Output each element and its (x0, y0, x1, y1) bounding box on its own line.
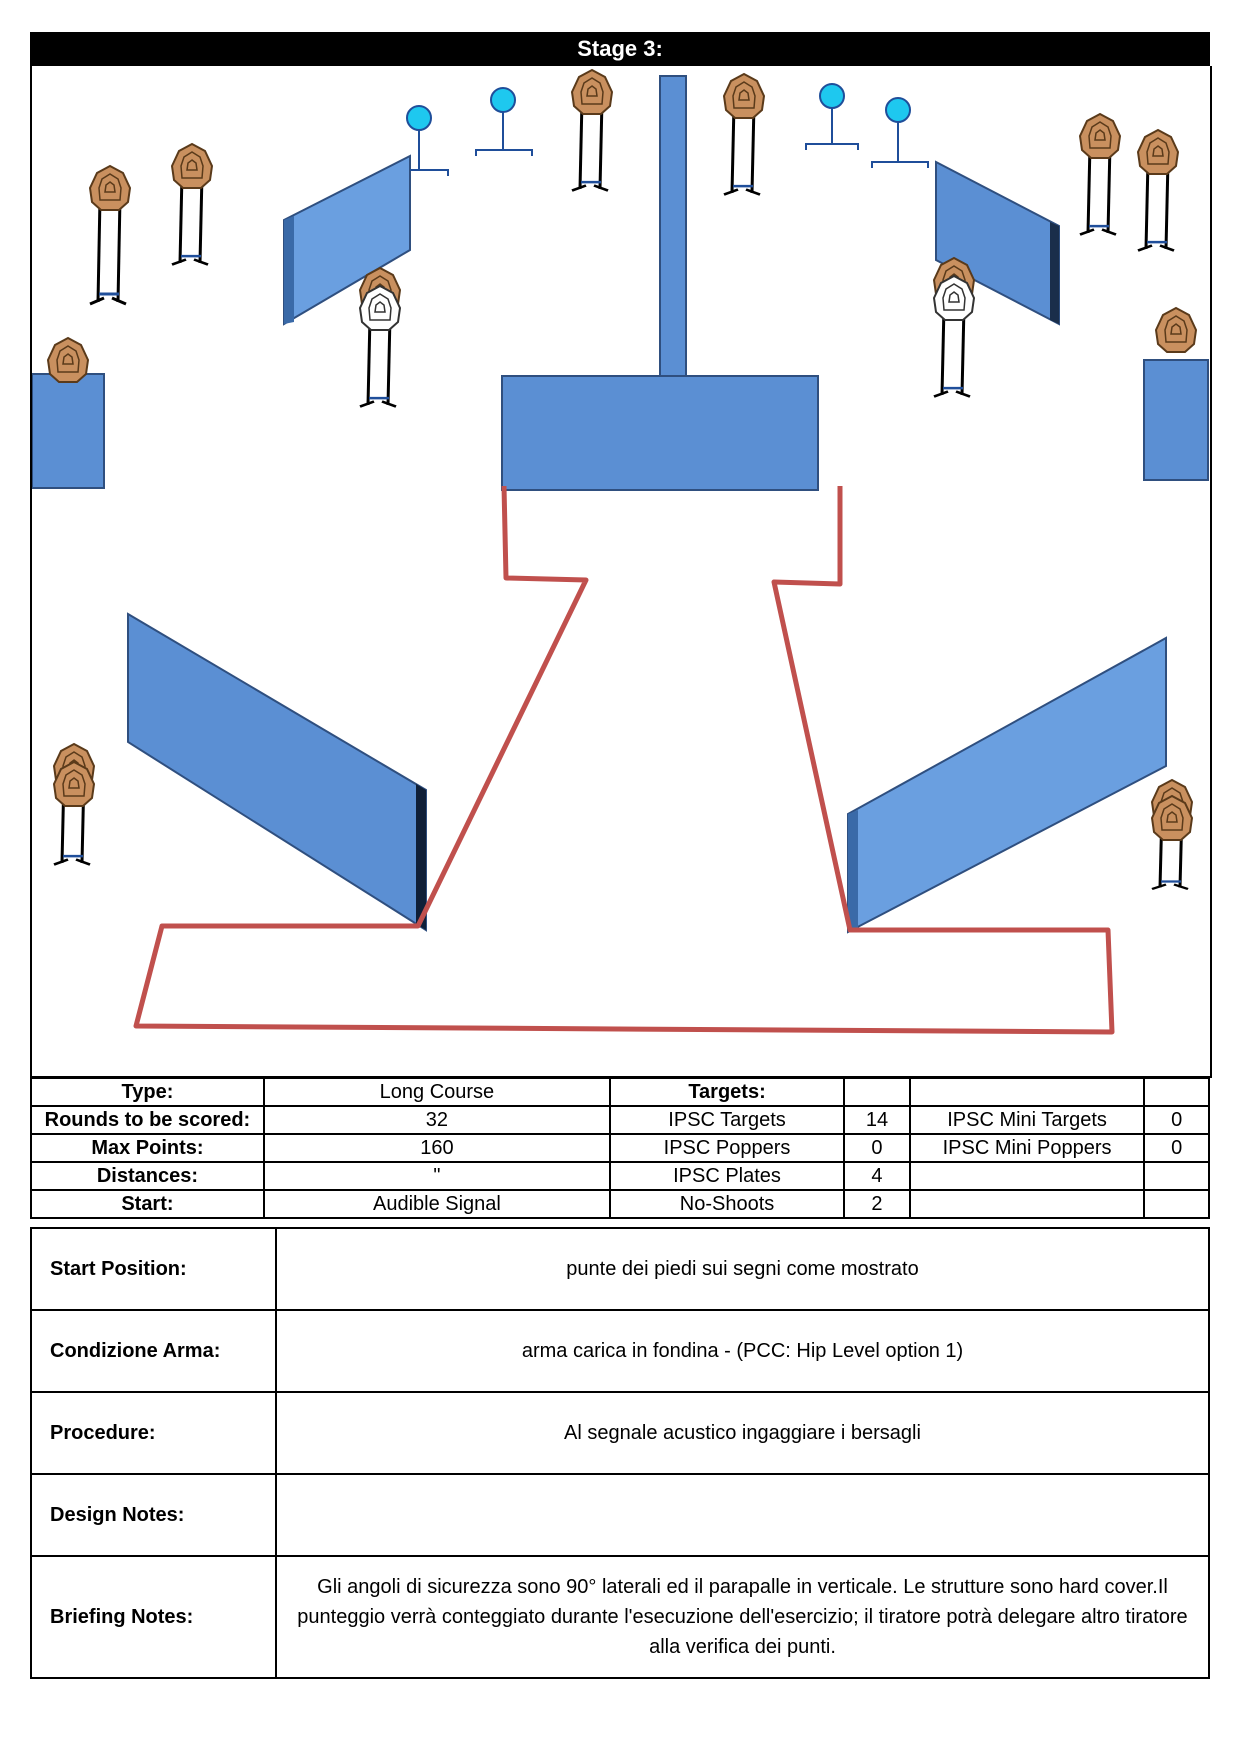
target-name: No-Shoots (610, 1190, 844, 1218)
mini-target-count: 0 (1144, 1106, 1209, 1134)
mini-target-count (1144, 1190, 1209, 1218)
note-value: Al segnale acustico ingaggiare i bersagli (276, 1392, 1209, 1474)
mini-target-name: IPSC Mini Poppers (910, 1134, 1145, 1162)
stage-notes-table (30, 1227, 1210, 1679)
stage-title: Stage 3: (30, 32, 1210, 66)
stage-diagram (30, 66, 1212, 1078)
barricade-wall-icon (32, 76, 1208, 932)
summary-value: Long Course (264, 1078, 610, 1106)
mini-target-name: IPSC Mini Targets (910, 1106, 1145, 1134)
table-row (31, 1310, 1209, 1392)
briefing-notes-text: Gli angoli di sicurezza sono 90° laterali ed il parapalle in verticale. Le strutture sono hard cover.Il punteggio verrà conteggiato durante l'esecuzione dell'esercizio; il tiratore potrà delegare altro tiratore alla verifica dei punti. (276, 1556, 1209, 1678)
target-name: IPSC Targets (610, 1106, 844, 1134)
target-count: 0 (844, 1134, 910, 1162)
summary-value: Audible Signal (264, 1190, 610, 1218)
note-value: arma carica in fondina - (PCC: Hip Level option 1) (276, 1310, 1209, 1392)
summary-label: Distances: (31, 1162, 264, 1190)
mini-target-count (1144, 1078, 1209, 1106)
summary-label: Type: (31, 1078, 264, 1106)
stage-summary-table (30, 1077, 1210, 1219)
mini-target-count: 0 (1144, 1134, 1209, 1162)
table-row (31, 1190, 1209, 1218)
targets-header: Targets: (610, 1078, 844, 1106)
note-label: Procedure: (31, 1392, 276, 1474)
summary-label: Rounds to be scored: (31, 1106, 264, 1134)
table-row (31, 1474, 1209, 1556)
mini-target-name (910, 1162, 1145, 1190)
mini-target-count (1144, 1162, 1209, 1190)
target-count (844, 1078, 910, 1106)
note-value (276, 1474, 1209, 1556)
summary-value: 32 (264, 1106, 610, 1134)
mini-target-name (910, 1078, 1145, 1106)
note-label: Condizione Arma: (31, 1310, 276, 1392)
table-row (31, 1556, 1209, 1678)
table-row (31, 1228, 1209, 1310)
mini-target-name (910, 1190, 1145, 1218)
summary-label: Max Points: (31, 1134, 264, 1162)
summary-value: 160 (264, 1134, 610, 1162)
table-row (31, 1106, 1209, 1134)
target-name: IPSC Poppers (610, 1134, 844, 1162)
note-value: punte dei piedi sui segni come mostrato (276, 1228, 1209, 1310)
table-row (31, 1134, 1209, 1162)
summary-label: Start: (31, 1190, 264, 1218)
summary-value: " (264, 1162, 610, 1190)
stage-diagram-canvas (32, 66, 1210, 1076)
table-row (31, 1392, 1209, 1474)
target-count: 4 (844, 1162, 910, 1190)
target-name: IPSC Plates (610, 1162, 844, 1190)
note-label: Start Position: (31, 1228, 276, 1310)
table-row (31, 1162, 1209, 1190)
target-count: 2 (844, 1190, 910, 1218)
table-row (31, 1078, 1209, 1106)
note-label: Design Notes: (31, 1474, 276, 1556)
note-label: Briefing Notes: (31, 1556, 276, 1678)
target-count: 14 (844, 1106, 910, 1134)
